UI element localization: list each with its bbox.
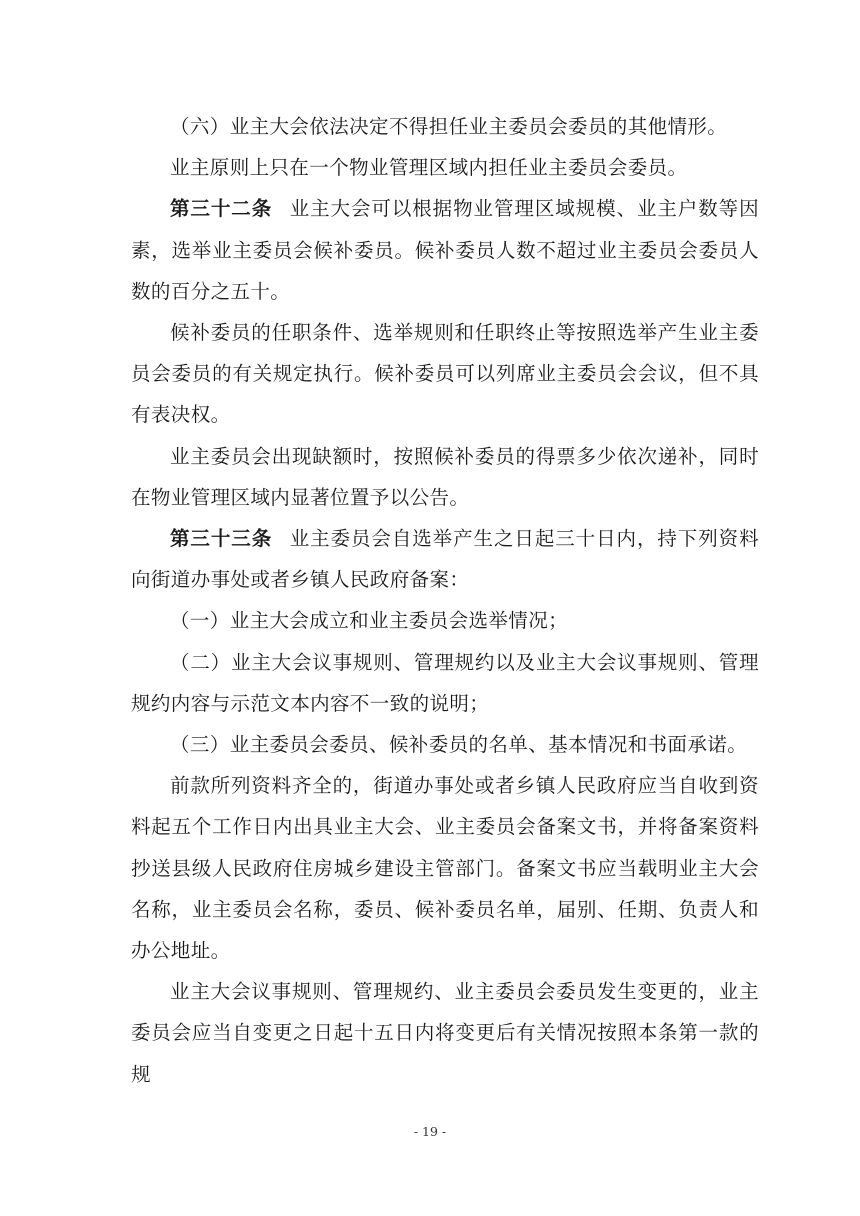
paragraph-10: [131, 765, 759, 971]
paragraph-text: （三）业主委员会委员、候补委员的名单、基本情况和书面承诺。: [170, 733, 748, 757]
paragraph-text: 业主委员会自选举产生之日起三十日内，持下列资料向街道办事处或者乡镇人民政府备案：: [131, 527, 759, 592]
article-33-paragraph: [131, 518, 759, 600]
paragraph-11: [131, 971, 759, 1095]
paragraph-1: [131, 106, 759, 147]
paragraph-text: 前款所列资料齐全的，街道办事处或者乡镇人民政府应当自收到资料起五个工作日内出具业主大会、业主委员会备案文书，并将备案资料抄送县级人民政府住房城乡建设主管部门。备案文书应当载明业主大会名称，业主委员会名称，委员、候补委员名单，届别、任期、负责人和办公地址。: [131, 774, 759, 963]
paragraph-text: （六）业主大会依法决定不得担任业主委员会委员的其他情形。: [170, 115, 728, 138]
list-item-2: [131, 642, 759, 724]
article-heading: 第三十二条: [170, 197, 273, 221]
list-item-3: [131, 724, 759, 765]
paragraph-text: 业主大会议事规则、管理规约、业主委员会委员发生变更的，业主委员会应当自变更之日起十五日内将变更后有关情况按照本条第一款的规: [131, 980, 759, 1086]
paragraph-text: （一）业主大会成立和业主委员会选举情况；: [170, 609, 569, 633]
paragraph-4: [131, 312, 759, 436]
article-heading: 第三十三条: [170, 527, 273, 551]
paragraph-2: [131, 147, 759, 188]
list-item-1: [131, 600, 759, 641]
page-number: - 19 -: [413, 1124, 447, 1139]
document-body: [131, 106, 759, 1095]
article-32-paragraph: [131, 188, 759, 312]
paragraph-text: （二）业主大会议事规则、管理规约以及业主大会议事规则、管理规约内容与示范文本内容不一致的说明；: [131, 650, 759, 715]
paragraph-text: 业主大会可以根据物业管理区域规模、业主户数等因素，选举业主委员会候补委员。候补委员人数不超过业主委员会委员人数的百分之五十。: [131, 197, 759, 303]
paragraph-text: 业主委员会出现缺额时，按照候补委员的得票多少依次递补，同时在物业管理区域内显著位置予以公告。: [131, 444, 759, 509]
paragraph-text: 候补委员的任职条件、选举规则和任职终止等按照选举产生业主委员会委员的有关规定执行。候补委员可以列席业主委员会会议，但不具有表决权。: [131, 321, 759, 427]
paragraph-text: 业主原则上只在一个物业管理区域内担任业主委员会委员。: [170, 156, 688, 180]
paragraph-5: [131, 436, 759, 518]
